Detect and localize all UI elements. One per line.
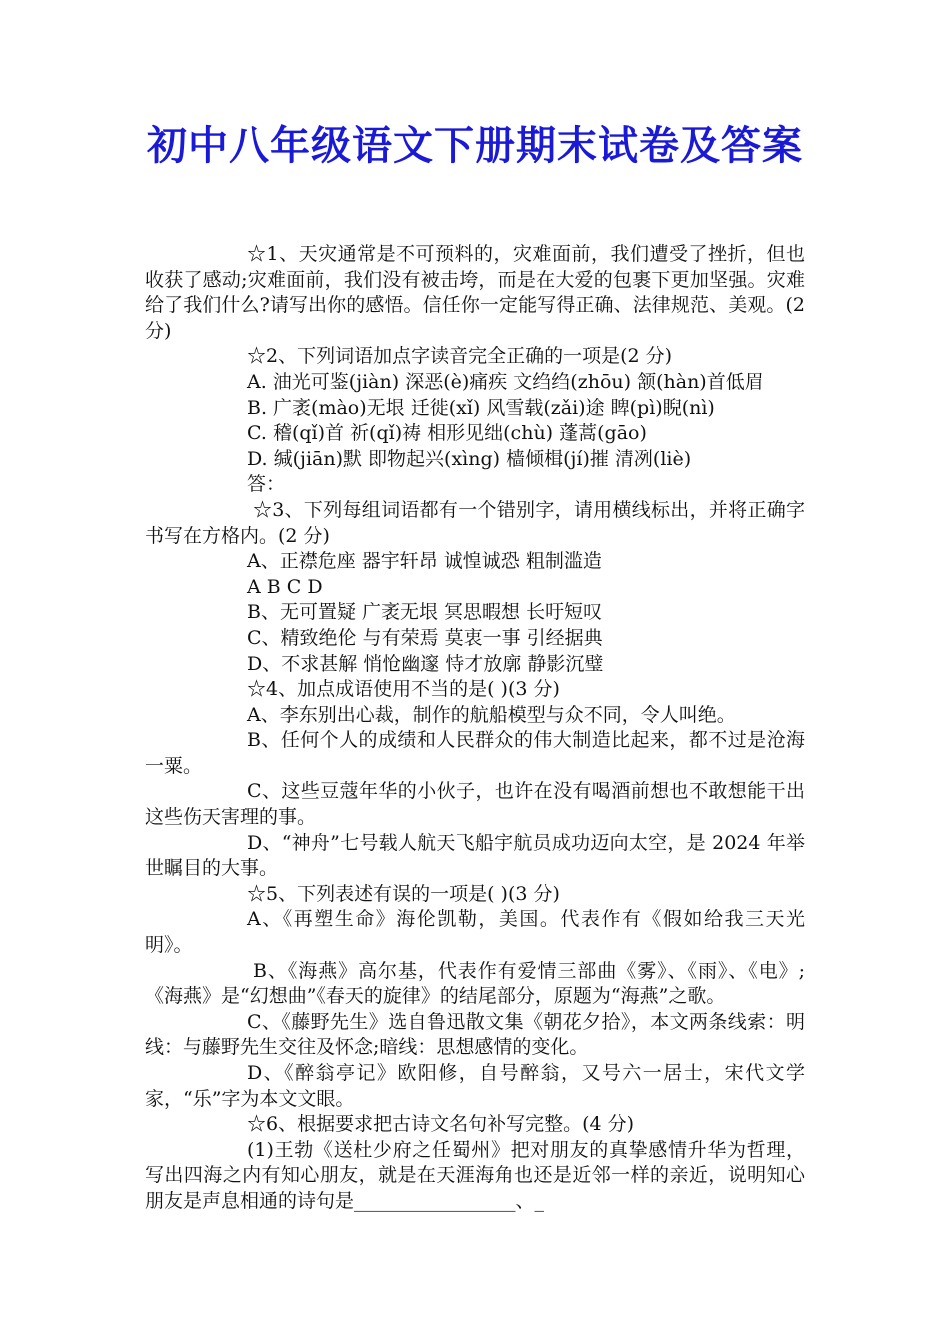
q2-option-b: B. 广袤(mào)无垠 迁徙(xǐ) 风雪载(zǎi)途 睥(pì)睨(nì) [247,396,715,419]
q4-option-d: D、“神舟”七号载人航天飞船宇航员成功迈向太空，是 2024 年举世瞩目的大事。 [145,831,805,880]
question-3: ☆3、下列每组词语都有一个错别字，请用横线标出，并将正确字书写在方格内。(2 分) [145,498,805,547]
q4-option-a: A、李东别出心裁，制作的航船模型与众不同，令人叫绝。 [247,703,736,726]
q3-option-a: A、正襟危座 器宇轩昂 诚惶诚恐 粗制滥造 [247,550,602,573]
q2-option-c: C. 稽(qǐ)首 祈(qǐ)祷 相形见绌(chù) 蓬蒿(gāo) [247,422,647,445]
question-1: ☆1、天灾通常是不可预料的，灾难面前，我们遭受了挫折，但也收获了感动;灾难面前，我们没有被击垮，而是在大爱的包裹下更加坚强。灾难给了我们什么?请写出你的感悟。信任你一定能写得正确、法律规范、美观。(2 分) [145,243,805,342]
question-5: ☆5、下列表述有误的一项是( )(3 分) [247,882,560,905]
question-2: ☆2、下列词语加点字读音完全正确的一项是(2 分) [247,345,673,368]
q5-option-d: D、《醉翁亭记》欧阳修，自号醉翁，又号六一居士，宋代文学家，“乐”字为本文文眼。 [145,1062,805,1110]
q3-option-c: C、精致绝伦 与有荣焉 莫衷一事 引经据典 [247,626,603,649]
q4-option-b: B、任何个人的成绩和人民群众的伟大制造比起来，都不过是沧海一粟。 [145,729,805,777]
q2-option-d: D. 缄(jiān)默 即物起兴(xìng) 樯倾楫(jí)摧 清冽(liè) [247,447,692,470]
q5-option-c: C、《藤野先生》选自鲁迅散文集《朝花夕拾》，本文两条线索：明线：与藤野先生交往及怀念;暗线：思想感情的变化。 [145,1010,805,1059]
question-6: ☆6、根据要求把古诗文名句补写完整。(4 分) [247,1113,635,1136]
q2-option-a: A. 油光可鉴(jiàn) 深恶(è)痛疾 文绉绉(zhōu) 颔(hàn)首低眉 [247,370,764,393]
q5-option-a: A、《再塑生命》海伦凯勒，美国。代表作有《假如给我三天光明》。 [145,908,805,957]
answer-label: 答： [247,473,286,496]
q6-item-1: (1)王勃《送杜少府之任蜀州》把对朋友的真挚感情升华为哲理，写出四海之内有知心朋友，就是在天涯海角也还是近邻一样的亲近，说明知心朋友是声息相通的诗句是_________________、_ [145,1138,805,1212]
q3-answer-grid-labels: A B C D [247,575,323,598]
document-title: 初中八年级语文下册期末试卷及答案 [147,122,803,169]
document-body [145,242,805,1215]
q3-option-b: B、无可置疑 广袤无垠 冥思暇想 长吁短叹 [247,601,603,624]
q4-option-c: C、这些豆蔻年华的小伙子，也许在没有喝酒前想也不敢想能干出这些伤天害理的事。 [145,780,805,829]
question-4: ☆4、加点成语使用不当的是( )(3 分) [247,678,560,701]
q3-option-d: D、不求甚解 悄怆幽邃 恃才放廓 静影沉璧 [247,652,604,675]
q5-option-b: B、《海燕》高尔基，代表作有爱情三部曲《雾》、《雨》、《电》;《海燕》是“幻想曲”《春天的旋律》的结尾部分，原题为“海燕”之歌。 [145,959,805,1008]
